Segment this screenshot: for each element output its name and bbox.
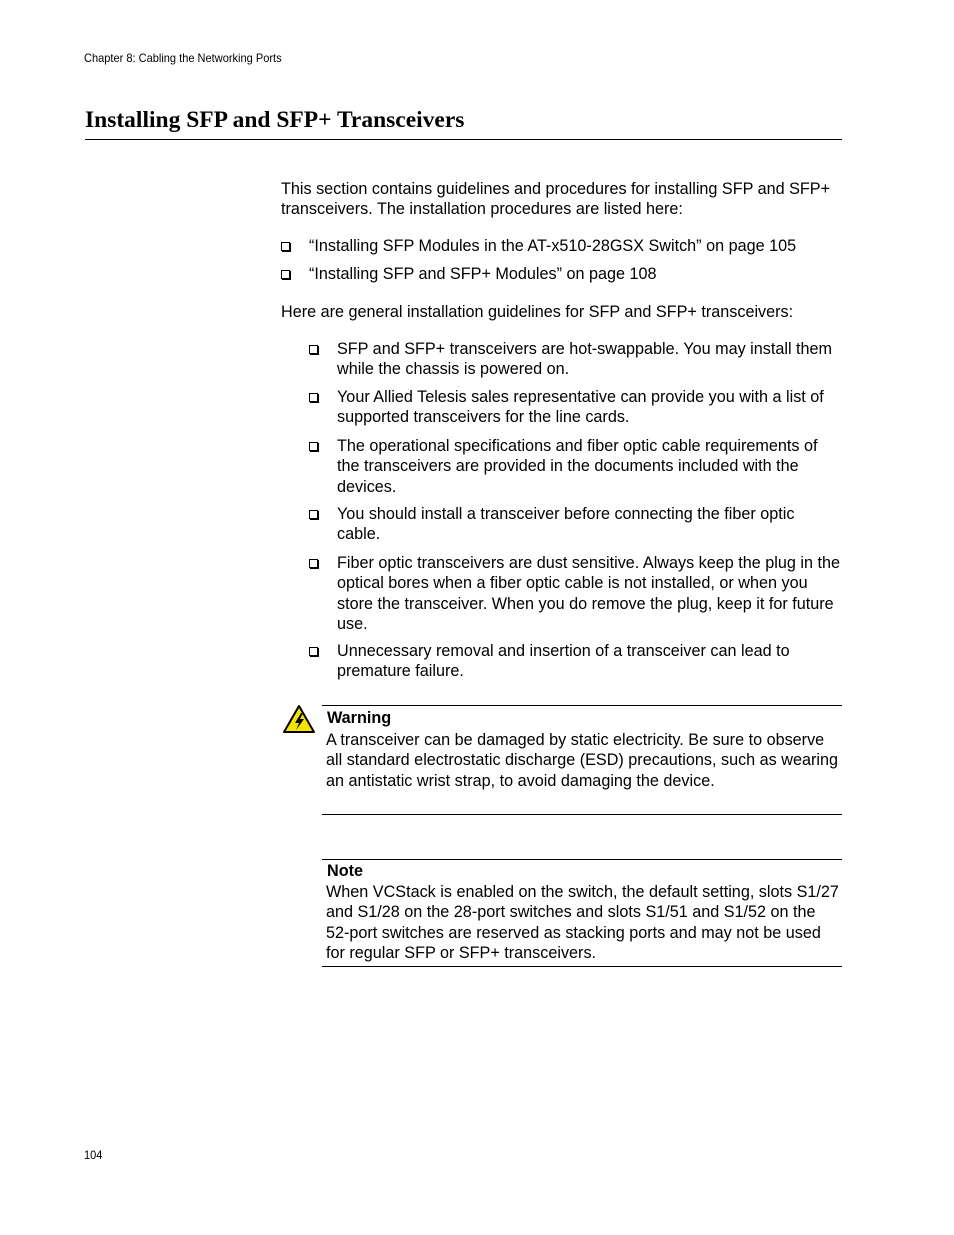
title-divider <box>85 139 842 140</box>
list-item <box>309 504 841 545</box>
intro-paragraph: This section contains guidelines and procedures for installing SFP and SFP+ transceivers. The installation procedures are listed here: <box>281 180 831 219</box>
electrical-hazard-icon <box>282 704 316 734</box>
running-header: Chapter 8: Cabling the Networking Ports <box>84 51 282 65</box>
list-item <box>309 436 841 497</box>
checkbox-bullet-icon <box>309 345 318 354</box>
list-item[interactable] <box>281 236 796 256</box>
checkbox-bullet-icon <box>281 242 290 251</box>
warning-text: A transceiver can be damaged by static electricity. Be sure to observe all standard electrostatic discharge (ESD) precautions, such as wearing an antistatic wrist strap, to avoid damaging the device. <box>326 731 838 790</box>
checkbox-bullet-icon <box>309 393 318 402</box>
checkbox-bullet-icon <box>309 559 318 568</box>
guidelines-intro: Here are general installation guidelines for SFP and SFP+ transceivers: <box>281 303 794 321</box>
guideline-text: The operational specifications and fiber optic cable requirements of the transceivers are provided in the documents included with the devices. <box>337 437 818 496</box>
checkbox-bullet-icon <box>281 270 290 279</box>
list-item[interactable] <box>281 264 657 284</box>
warning-top-rule <box>322 705 842 706</box>
note-heading: Note <box>327 862 363 880</box>
guideline-text: You should install a transceiver before connecting the fiber optic cable. <box>337 505 795 544</box>
guideline-text: Your Allied Telesis sales representative can provide you with a list of supported transceivers for the line cards. <box>337 388 824 427</box>
list-item <box>309 339 841 380</box>
note-bottom-rule <box>322 966 842 967</box>
procedure-link[interactable]: “Installing SFP and SFP+ Modules” on page 108 <box>309 265 657 283</box>
guideline-text: Fiber optic transceivers are dust sensitive. Always keep the plug in the optical bores when a fiber optic cable is not installed, or when you store the transceiver. When you do remove the plug, keep it for future use. <box>337 554 840 633</box>
checkbox-bullet-icon <box>309 510 318 519</box>
page-number: 104 <box>84 1148 103 1162</box>
note-top-rule <box>322 859 842 860</box>
warning-bottom-rule <box>322 814 842 815</box>
note-text: When VCStack is enabled on the switch, the default setting, slots S1/27 and S1/28 on the 28-port switches and slots S1/51 and S1/52 on the 52-port switches are reserved as stacking ports and may not be used for regular SFP or SFP+ transceivers. <box>326 883 839 962</box>
list-item <box>309 387 841 428</box>
guideline-text: SFP and SFP+ transceivers are hot-swappable. You may install them while the chassis is powered on. <box>337 340 833 379</box>
list-item <box>309 641 841 682</box>
warning-heading: Warning <box>327 709 392 727</box>
list-item <box>309 553 841 634</box>
checkbox-bullet-icon <box>309 442 318 451</box>
procedure-link[interactable]: “Installing SFP Modules in the AT-x510-28GSX Switch” on page 105 <box>309 237 797 255</box>
section-title: Installing SFP and SFP+ Transceivers <box>85 107 465 133</box>
checkbox-bullet-icon <box>309 647 318 656</box>
guideline-text: Unnecessary removal and insertion of a transceiver can lead to premature failure. <box>337 642 790 681</box>
